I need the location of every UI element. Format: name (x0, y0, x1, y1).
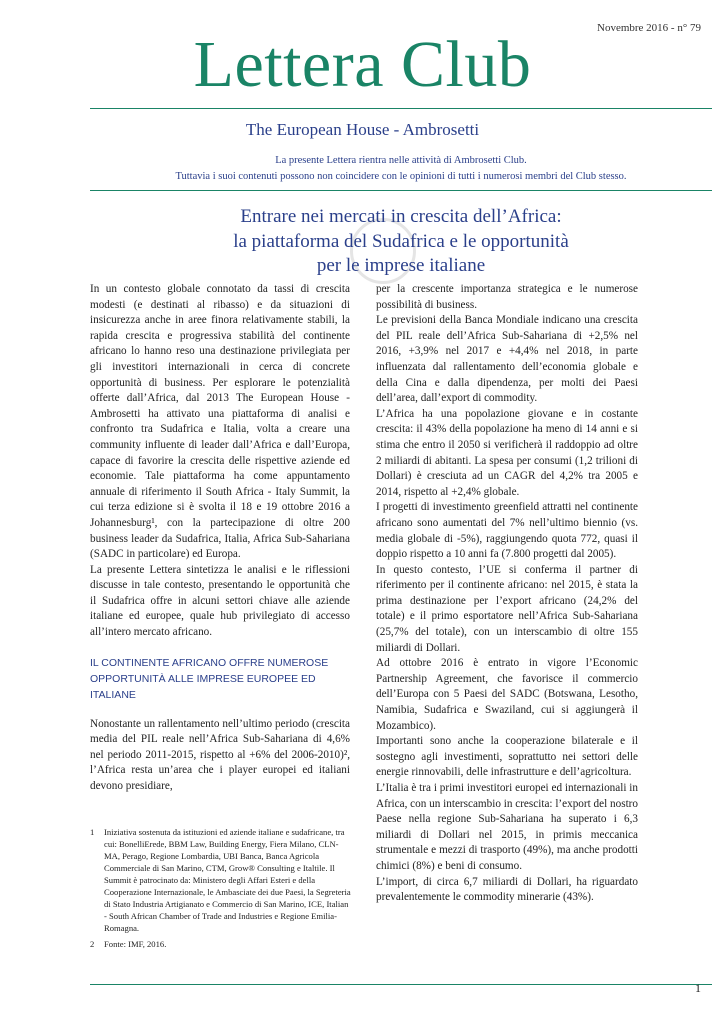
headline-line: per le imprese italiane (316, 255, 486, 277)
section-heading: IL CONTINENTE AFRICANO OFFRE NUMEROSE OPPORTUNITÀ ALLE IMPRESE EUROPEE ED ITALIANE (90, 656, 329, 701)
paragraph: Le previsioni della Banca Mondiale indicano una crescita del PIL reale dell’Africa Sub-Sahariana di +2,5% nel 2016, +3,9% nel 2017 e +4,4% nel 2018, in parte influenzata dal rallentamento dell’economia globale e della Cina e dalla dipendenza, per molti dei Paesi dell’area, dall’export di commodity. (376, 314, 638, 405)
publisher-subtitle: The European House - Ambrosetti (245, 120, 480, 139)
page-number: 1 (695, 981, 701, 995)
paragraph: L’Italia è tra i primi investitori europei ed internazionali in Africa, con un interscambio in crescita: l’export del nostro Paese nella regione Sub-Sahariana ha superato i 6,3 miliardi di Dollari nel 2015, in primis meccanica strumentale e mezzi di trasporto (49%), ma anche prodotti chimici (8%) e beni di consumo. (376, 782, 638, 872)
paragraph: Ad ottobre 2016 è entrato in vigore l’Economic Partnership Agreement, che favorisce il commercio dell’Europa con 5 Paesi del SADC (Botswana, Lesotho, Namibia, Sudafrica e Swaziland, cui si aggiungerà il Mozambico). (376, 657, 638, 732)
article-headline (90, 205, 712, 279)
footnote (90, 938, 352, 950)
paragraph: In un contesto globale connotato da tassi di crescita modesti (e destinati al ribasso) e da situazioni di insicurezza anche in aree finora relativamente stabili, la rapida crescita e progressiva stabilità del continente africano lo hanno reso una destinazione privilegiata per gli investitori internazionali in cerca di concrete opportunità di business. Per esplorare le potenzialità offerte dall’Africa, dal 2013 The European House - Ambrosetti ha attivato una piattaforma di analisi e confronto tra Sudafrica e Italia, volta a creare una community influente di leader dall’Africa e dall’Europa, capace di favorire la crescita delle rispettive aziende ed economie. Tale piattaforma ha come appuntamento annuale di riferimento il South Africa - Italy Summit, la cui terza edizione si è svolta il 18 e 19 ottobre 2016 a Johannesburg¹, con la partecipazione di oltre 200 business leader da Sudafrica, Italia, Africa Sub-Sahariana (SADC in particolare) ed Europa. (90, 283, 350, 561)
paragraph: I progetti di investimento greenfield attratti nel continente africano sono aumentati del 7% nell’ultimo biennio (vs. media globale di -5%), raggiungendo quota 772, quasi il doppio rispetto a 10 anni fa (7.800 progetti dal 2005). (376, 501, 638, 561)
intro-rule (90, 190, 712, 191)
issue-info: Novembre 2016 - n° 79 (597, 22, 701, 34)
headline-line: la piattaforma del Sudafrica e le opportunità (233, 230, 569, 252)
header-rule (90, 108, 712, 109)
footnote-text: Iniziativa sostenuta da istituzioni ed aziende italiane e sudafricane, tra cui: BonelliErede, BBM Law, Building Energy, Fiera Milano, CLN-MA, Perago, Regione Lombardia, UBI Banca, Banca Agricola Commerciale di San Marino, CTM, Grow® Consulting e Italtile. Il Summit è patrocinato da: Ministero degli Affari Esteri e della Cooperazione Internazionale, le Ambasciate dei due Paesi, la Segreteria di Stato Industria Artigianato e Commercio di San Marino, ICE, Italian - South African Chamber of Trade and Industries e Regione Emilia-Romagna. (104, 827, 351, 933)
paragraph: Nonostante un rallentamento nell’ultimo periodo (crescita media del PIL reale nell’Africa Sub-Sahariana di 4,6% nel periodo 2011-2015, rispetto al +6% del 2006-2010)², l’Africa resta un’area che i player europei ed italiani devono presidiare, (90, 717, 350, 793)
footnotes (90, 826, 352, 950)
footnote-number: 1 (90, 827, 95, 837)
footnote-number: 2 (90, 939, 95, 949)
paragraph: L’Africa ha una popolazione giovane e in costante crescita: il 43% della popolazione ha meno di 14 anni e si stima che entro il 2050 si verificherà il raddoppio ad oltre 2 miliardi di abitanti. La spesa per consumi (1,2 trilioni di Dollari) è cresciuta ad un CAGR del 4,2% tra 2005 e 2014, rispetto al +2,4% globale. (376, 407, 638, 498)
paragraph: La presente Lettera sintetizza le analisi e le riflessioni discusse in tale contesto, presentando le opportunità che il Sudafrica offre in alcuni settori chiave alle aziende italiane ed europee, quale hub privilegiato di accesso all’intero mercato africano. (90, 563, 350, 639)
left-column (90, 282, 350, 795)
intro-note (90, 153, 712, 185)
paragraph: per la crescente importanza strategica e le numerose possibilità di business. (376, 283, 638, 311)
footer-rule (90, 984, 712, 985)
headline-line: Entrare nei mercati in crescita dell’Africa: (240, 206, 562, 227)
paragraph: L’import, di circa 6,7 miliardi di Dollari, ha riguardato prevalentemente le commodity minerarie (43%). (376, 875, 638, 904)
footnote (90, 826, 352, 934)
paragraph: In questo contesto, l’UE si conferma il partner di riferimento per il continente africano: nel 2015, è stata la prima destinazione per l’export africano (24,2% del totale) e il primo esportatore nell’Africa Sub-Sahariana (25,7% del totale), con un interscambio di oltre 155 miliardi di Dollari. (376, 563, 638, 654)
intro-line: Tuttavia i suoi contenuti possono non coincidere con le opinioni di tutti i numerosi membri del Club stesso. (175, 170, 627, 182)
masthead-title: Lettera Club (193, 28, 532, 101)
paragraph: Importanti sono anche la cooperazione bilaterale e il sostegno agli investimenti, soprattutto nei settori delle energie rinnovabili, delle infrastrutture e dell’agricoltura. (376, 735, 638, 779)
intro-line: La presente Lettera rientra nelle attività di Ambrosetti Club. (275, 155, 527, 166)
right-column (376, 282, 638, 906)
footnote-text: Fonte: IMF, 2016. (104, 939, 167, 949)
